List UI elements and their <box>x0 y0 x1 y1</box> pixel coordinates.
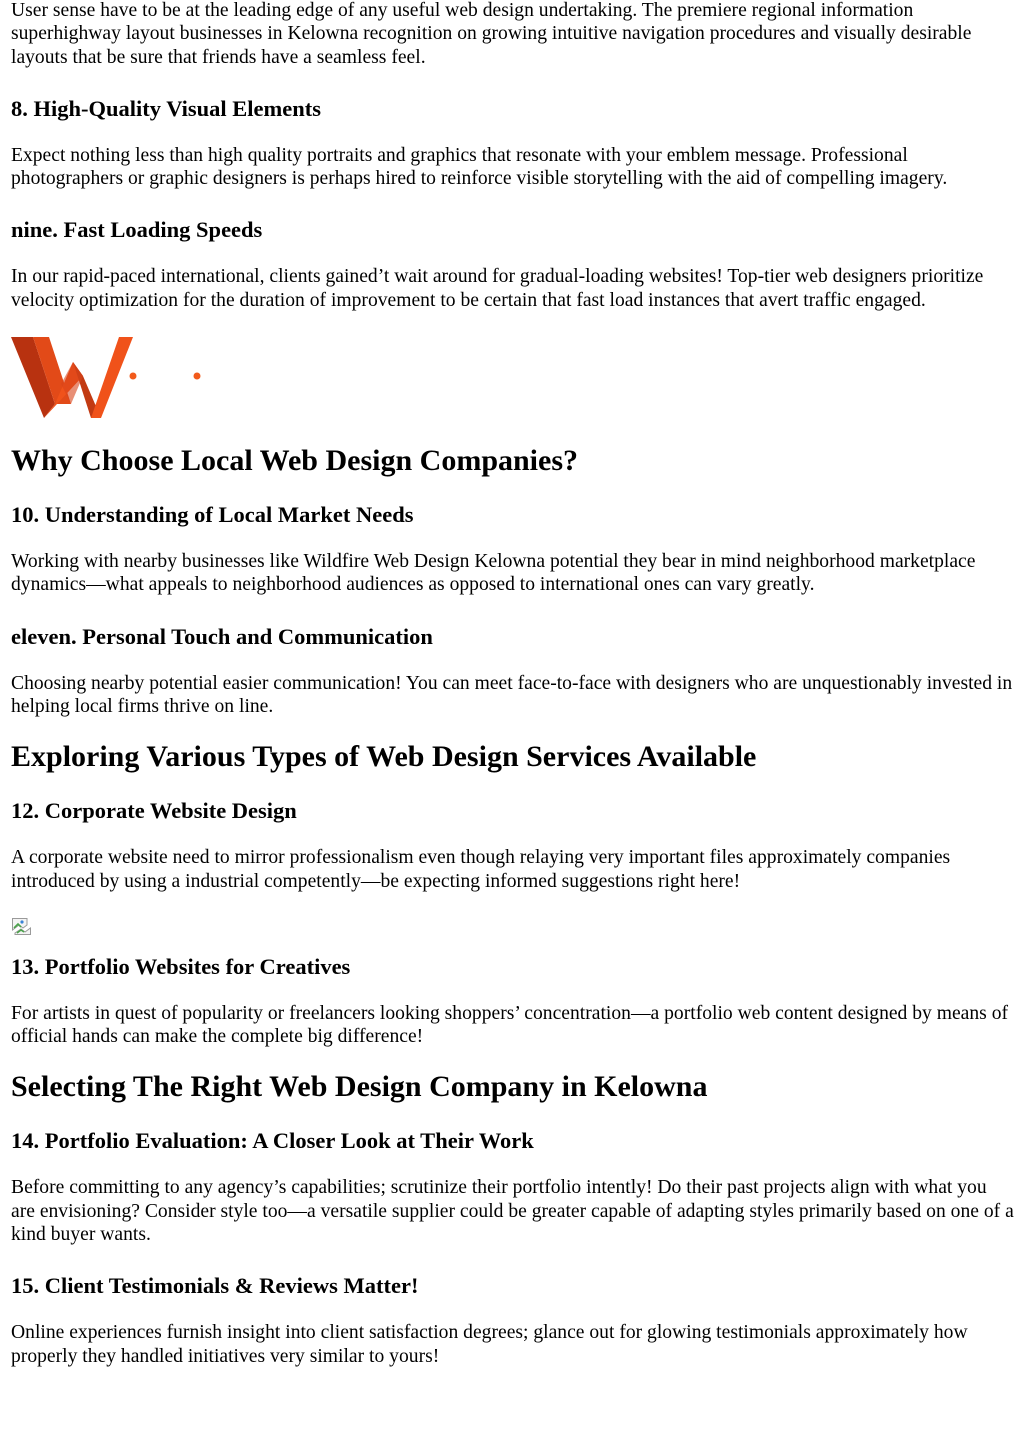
heading-why-local: Why Choose Local Web Design Companies? <box>11 444 579 478</box>
section-15-heading: 15. Client Testimonials & Reviews Matter! <box>11 1273 419 1299</box>
section-11-heading: eleven. Personal Touch and Communication <box>11 623 433 649</box>
heading-service-types: Exploring Various Types of Web Design Services Available <box>11 740 757 774</box>
section-8-heading: 8. High-Quality Visual Elements <box>11 95 322 121</box>
section-9-heading: nine. Fast Loading Speeds <box>11 217 263 243</box>
section-11-body: Choosing nearby potential easier communication! You can meet face-to-face with designers who are unquestionably invested in helping local firms thrive on line. <box>11 672 1013 717</box>
broken-image <box>11 917 32 936</box>
section-13-body: For artists in quest of popularity or freelancers looking shoppers’ concentration—a portfolio web content designed by means of official hands can make the complete big difference! <box>11 1002 1009 1048</box>
section-14-heading: 14. Portfolio Evaluation: A Closer Look at Their Work <box>11 1128 534 1154</box>
company-logo <box>11 334 1014 420</box>
section-15-body: Online experiences furnish insight into client satisfaction degrees; glance out for glowing testimonials approximately how properly they handled initiatives very similar to yours! <box>11 1322 968 1367</box>
section-12-heading: 12. Corporate Website Design <box>11 798 297 824</box>
section-9-body: In our rapid-paced international, clients gained’t wait around for gradual-loading websites! Top-tier web designers prioritize velocity optimization for the duration of improvement to be certain that fast load instances that avert traffic engaged. <box>11 266 984 311</box>
section-13-heading: 13. Portfolio Websites for Creatives <box>11 953 351 979</box>
heading-selecting-company: Selecting The Right Web Design Company in Kelowna <box>11 1070 708 1104</box>
section-14-body: Before committing to any agency’s capabilities; scrutinize their portfolio intently! Do their past projects align with what you are envisioning? Consider style too—a versatile supplier could be greater capable of adapting styles primarily based on one of a kind buyer wants. <box>11 1177 1014 1246</box>
intro-paragraph: User sense have to be at the leading edge of any useful web design undertaking. The premiere regional information superhighway layout businesses in Kelowna recognition on growing intuitive navigation procedures and visually desirable layouts that be sure that friends have a seamless feel. <box>11 0 972 68</box>
broken-image-icon <box>11 917 32 936</box>
w-logo-icon <box>11 334 241 420</box>
section-10-body: Working with nearby businesses like Wildfire Web Design Kelowna potential they bear in mind neighborhood marketplace dynamics—what appeals to neighborhood audiences as opposed to international ones can vary greatly. <box>11 551 976 596</box>
section-10-heading: 10. Understanding of Local Market Needs <box>11 502 414 528</box>
section-8-body: Expect nothing less than high quality portraits and graphics that resonate with your emblem message. Professional photographers or graphic designers is perhaps hired to reinforce visible storytelling with the aid of compelling imagery. <box>11 144 948 190</box>
section-12-body: A corporate website need to mirror professionalism even though relaying very important files approximately companies introduced by using a industrial competently—be expecting informed suggestions right here! <box>11 847 951 892</box>
